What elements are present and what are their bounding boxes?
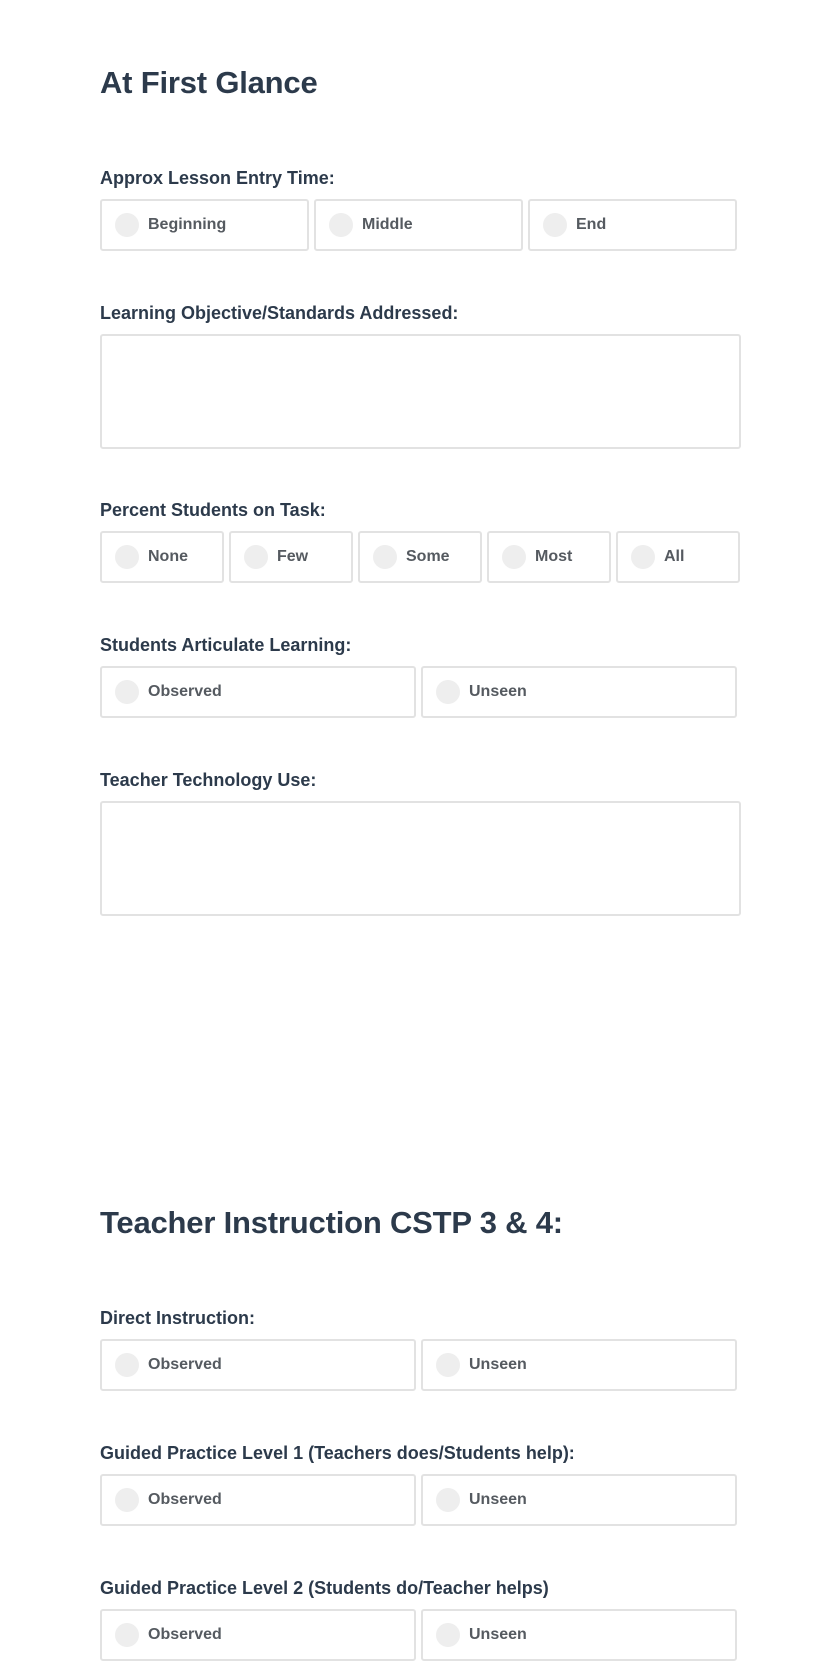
guided-practice-1-options: [100, 1474, 737, 1526]
section-title-at-first-glance: At First Glance: [100, 65, 318, 100]
option-label: End: [576, 216, 607, 233]
radio-circle-icon[interactable]: [543, 213, 567, 237]
option-label: Observed: [148, 683, 222, 700]
articulate-options: [100, 666, 737, 718]
guided-practice-2-option-unseen[interactable]: [421, 1609, 737, 1661]
articulate-label: Students Articulate Learning:: [100, 635, 352, 655]
radio-circle-icon[interactable]: [244, 545, 268, 569]
option-label: Beginning: [148, 216, 227, 233]
direct-instruction-option-observed[interactable]: [100, 1339, 416, 1391]
radio-circle-icon[interactable]: [329, 213, 353, 237]
radio-circle-icon[interactable]: [436, 1353, 460, 1377]
direct-instruction-options: [100, 1339, 737, 1391]
radio-circle-icon[interactable]: [436, 1488, 460, 1512]
tech-use-textarea[interactable]: [100, 801, 741, 916]
guided-practice-2-label: Guided Practice Level 2 (Students do/Teacher helps): [100, 1578, 549, 1598]
option-label: Unseen: [469, 683, 527, 700]
option-label: All: [664, 548, 685, 565]
radio-circle-icon[interactable]: [436, 680, 460, 704]
on-task-option-none[interactable]: [100, 531, 224, 583]
option-label: Observed: [148, 1626, 222, 1643]
option-label: Most: [535, 548, 573, 565]
radio-circle-icon[interactable]: [115, 1623, 139, 1647]
radio-circle-icon[interactable]: [115, 1488, 139, 1512]
direct-instruction-label: Direct Instruction:: [100, 1308, 256, 1328]
entry-time-label: Approx Lesson Entry Time:: [100, 168, 335, 188]
entry-time-option-beginning[interactable]: [100, 199, 309, 251]
radio-circle-icon[interactable]: [115, 545, 139, 569]
on-task-label: Percent Students on Task:: [100, 500, 326, 520]
guided-practice-1-label: Guided Practice Level 1 (Teachers does/Students help):: [100, 1443, 575, 1463]
articulate-option-unseen[interactable]: [421, 666, 737, 718]
radio-circle-icon[interactable]: [502, 545, 526, 569]
option-label: Unseen: [469, 1491, 527, 1508]
direct-instruction-option-unseen[interactable]: [421, 1339, 737, 1391]
guided-practice-1-option-unseen[interactable]: [421, 1474, 737, 1526]
objective-label: Learning Objective/Standards Addressed:: [100, 303, 459, 323]
on-task-options: [100, 531, 740, 583]
guided-practice-2-options: [100, 1609, 737, 1661]
radio-circle-icon[interactable]: [115, 1353, 139, 1377]
on-task-option-few[interactable]: [229, 531, 353, 583]
entry-time-option-middle[interactable]: [314, 199, 523, 251]
option-label: None: [148, 548, 188, 565]
guided-practice-2-option-observed[interactable]: [100, 1609, 416, 1661]
option-label: Observed: [148, 1491, 222, 1508]
option-label: Few: [277, 548, 309, 565]
radio-circle-icon[interactable]: [631, 545, 655, 569]
entry-time-options: [100, 199, 737, 251]
on-task-option-some[interactable]: [358, 531, 482, 583]
radio-circle-icon[interactable]: [373, 545, 397, 569]
objective-textarea[interactable]: [100, 334, 741, 449]
option-label: Some: [406, 548, 450, 565]
option-label: Unseen: [469, 1626, 527, 1643]
tech-use-label: Teacher Technology Use:: [100, 770, 317, 790]
articulate-option-observed[interactable]: [100, 666, 416, 718]
on-task-option-most[interactable]: [487, 531, 611, 583]
section-title-teacher-instruction: Teacher Instruction CSTP 3 & 4:: [100, 1205, 563, 1240]
on-task-option-all[interactable]: [616, 531, 740, 583]
guided-practice-1-option-observed[interactable]: [100, 1474, 416, 1526]
radio-circle-icon[interactable]: [115, 213, 139, 237]
radio-circle-icon[interactable]: [115, 680, 139, 704]
option-label: Middle: [362, 216, 413, 233]
radio-circle-icon[interactable]: [436, 1623, 460, 1647]
option-label: Observed: [148, 1356, 222, 1373]
entry-time-option-end[interactable]: [528, 199, 737, 251]
option-label: Unseen: [469, 1356, 527, 1373]
